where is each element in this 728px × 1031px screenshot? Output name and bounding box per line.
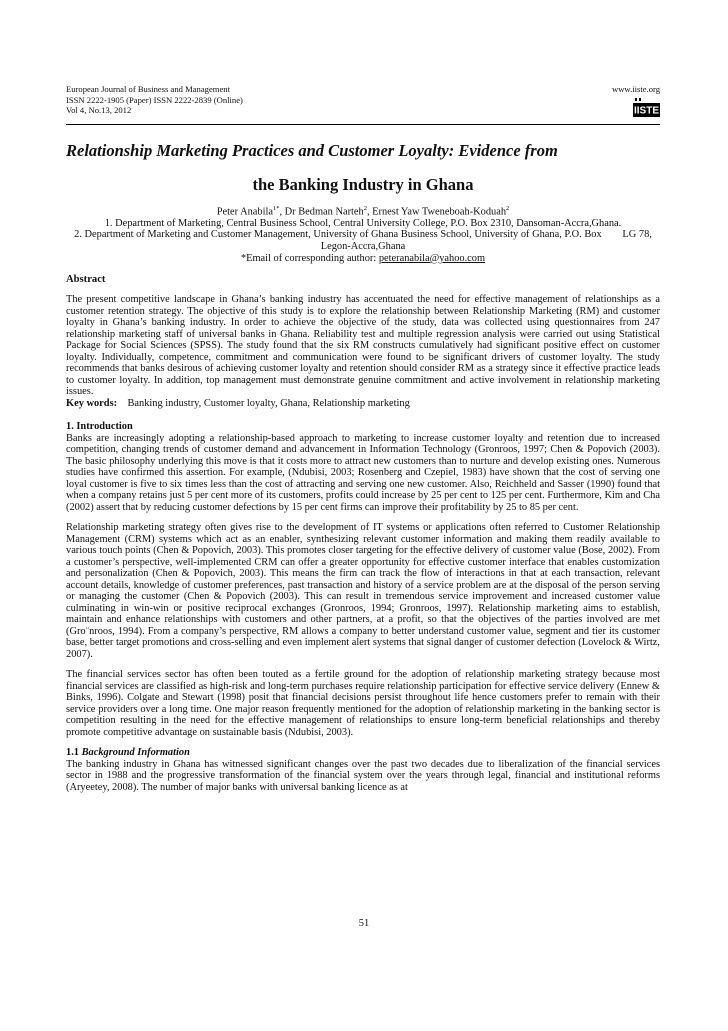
email-link[interactable]: peteranabila@yahoo.com: [378, 252, 486, 264]
background-number: 1.1: [66, 747, 82, 759]
author-1: Peter Anabila: [216, 206, 273, 218]
abstract-text: The present competitive landscape in Ghana’s banking industry has accentuated the need for effective management of relationships as a customer retention strategy. The objective of this study is to explore the relationship between Relationship Marketing (RM) and customer loyalty in Ghana’s banking industry. In order to achieve the objective of the study, data was collected using questionnaires from 247 relationship marketing staff of universal banks in Ghana. Reliability test and multiple regression analysis were carried out using Statistical Package for Social Sciences (SPSS). The study found that the six RM constructs cumulatively had significant positive effect on customer loyalty. Individually, competence, commitment and communication were found to be significant drivers of customer loyalty. The study recommends that banks desirous of achieving customer loyalty and retention should consider RM as a strategy since it effective practice leads to customer loyalty. In addition, top management must demonstrate genuine commitment and active involvement in relationship marketing issues.: [66, 294, 660, 398]
affiliation-1: 1. Department of Marketing, Central Business School, Central University College, P.O. Box 2310, Dansoman-Accra,Ghana.: [104, 217, 622, 229]
author-3-sup: 2: [506, 204, 510, 212]
iiste-logo: [633, 97, 660, 117]
author-3: , Ernest Yaw Tweneboah-Koduah: [366, 206, 507, 218]
keywords-text: Banking industry, Customer loyalty, Ghana, Relationship marketing: [127, 397, 410, 409]
background-section: [66, 747, 660, 793]
paper-title-line2: the Banking Industry in Ghana: [252, 174, 474, 194]
journal-website[interactable]: www.iiste.org: [612, 84, 660, 94]
paper-page: [66, 84, 660, 793]
keywords-line: [66, 398, 660, 410]
page-number: 51: [358, 918, 370, 929]
journal-volume: Vol 4, No.13, 2012: [66, 105, 132, 116]
author-2: , Dr Bedman Narteh: [279, 206, 364, 218]
header-rule: [66, 124, 660, 125]
abstract-section: [66, 294, 660, 409]
background-heading: [66, 747, 660, 759]
abstract-heading: Abstract: [66, 274, 106, 286]
journal-name: European Journal of Business and Management: [66, 84, 230, 94]
introduction-section: [66, 421, 660, 738]
introduction-heading: 1. Introduction: [66, 421, 133, 433]
corresponding-email-line: [66, 253, 660, 265]
logo-text: IISTE: [633, 105, 660, 117]
background-title: Background Information: [81, 747, 190, 759]
intro-paragraph-3: The financial services sector has often been touted as a fertile ground for the adoption of relationship marketing strategy because most financial services are classified as high-risk and long-term purchases require relationship participation for effective service delivery (Ennew & Binks, 1996). Colgate and Stewart (1998) posit that financial decisions persist throughout life hence customers prefer to remain with their service providers over a long time. One major reason frequently mentioned for the adoption of relationship marketing in the banking sector is competition resulting in the need for the effective management of relationships to ensure long-term beneficial relationships and thereby promote competitive advantage on sustainable basis (Ndubisi, 2003).: [66, 669, 660, 738]
affiliation-2: 2. Department of Marketing and Customer Management, University of Ghana Business School, University of Ghana, P.O. Box LG 78, Legon-Accra,Ghana: [74, 229, 655, 253]
journal-issn: ISSN 2222-1905 (Paper) ISSN 2222-2839 (Online): [66, 94, 243, 105]
keywords-label: Key words:: [66, 397, 118, 409]
intro-paragraph-1: Banks are increasingly adopting a relationship-based approach to marketing to increase customer loyalty and retention due to increased competition, changing trends of customer demand and advancement in Information Technology (Gronroos, 1997; Chen & Popovich (2003). The basic philosophy underlying this move is that it costs more to attract new customers than to nurture and develop existing ones. Numerous studies have confirmed this assertion. For example, (Ndubisi, 2003; Rosenberg and Czepiel, 1983) have shown that the cost of serving one loyal customer is five to six times less than the cost of attracting and serving one new customer. Also, Reichheld and Sasser (1990) found that when a company retains just 5 per cent more of its customers, profits could increase by 25 per cent to 125 per cent. Furthermore, Kim and Cha (2002) assert that by reducing customer defections by 15 per cent firms can improve their profitability by 25 to 85 per cent.: [66, 432, 660, 513]
authors-block: [66, 203, 660, 264]
author-1-sup: 1*: [272, 204, 280, 212]
intro-paragraph-2: Relationship marketing strategy often gives rise to the development of IT systems or applications often referred to Customer Relationship Management (CRM) systems which act as an enabler, synthesizing relevant customer information and making them readily available to various touch points (Chen & Popovich, 2003). This promotes closer targeting for the effective delivery of customer value (Bose, 2002). From a customer’s perspective, well-implemented CRM can offer a greater opportunity for effective customer interface that enables customization and personalization (Chen & Popovich, 2003). This means the firm can track the flow of interactions in that at each transaction, relevant account details, knowledge of customer preferences, past transaction and history of a service problem are at the disposal of the person serving or managing the customer (Chen & Popovich (2003). This can result in tremendous service improvement and increased customer value culminating in win-win or positive reciprocal exchanges (Gronroos, 1994; Gronroos, 1997). Relationship marketing aims to establish, maintain and enhance relationships with customers and other partners, at a profit, so that the objectives of the parties involved are met (Gro¨nroos, 1994). From a company’s perspective, RM allows a company to better understand customer value, segment and tier its customer base, better target promotions and cross-selling and even implement alert systems that signal danger of customer defection (Lovelock & Wirtz, 2007).: [66, 522, 660, 660]
journal-header: [66, 84, 660, 116]
paper-title-line1: Relationship Marketing Practices and Customer Loyalty: Evidence from: [66, 140, 558, 160]
author-line: [66, 203, 660, 218]
email-label: *Email of corresponding author:: [240, 252, 379, 264]
author-2-sup: 2: [363, 204, 367, 212]
background-paragraph-1: The banking industry in Ghana has witnessed significant changes over the past two decades due to liberalization of the financial services sector in 1988 and the progressive transformation of the financial system over the years through legal, financial and institutional reforms (Aryeetey, 2008). The number of major banks with universal banking licence as at: [66, 758, 660, 793]
